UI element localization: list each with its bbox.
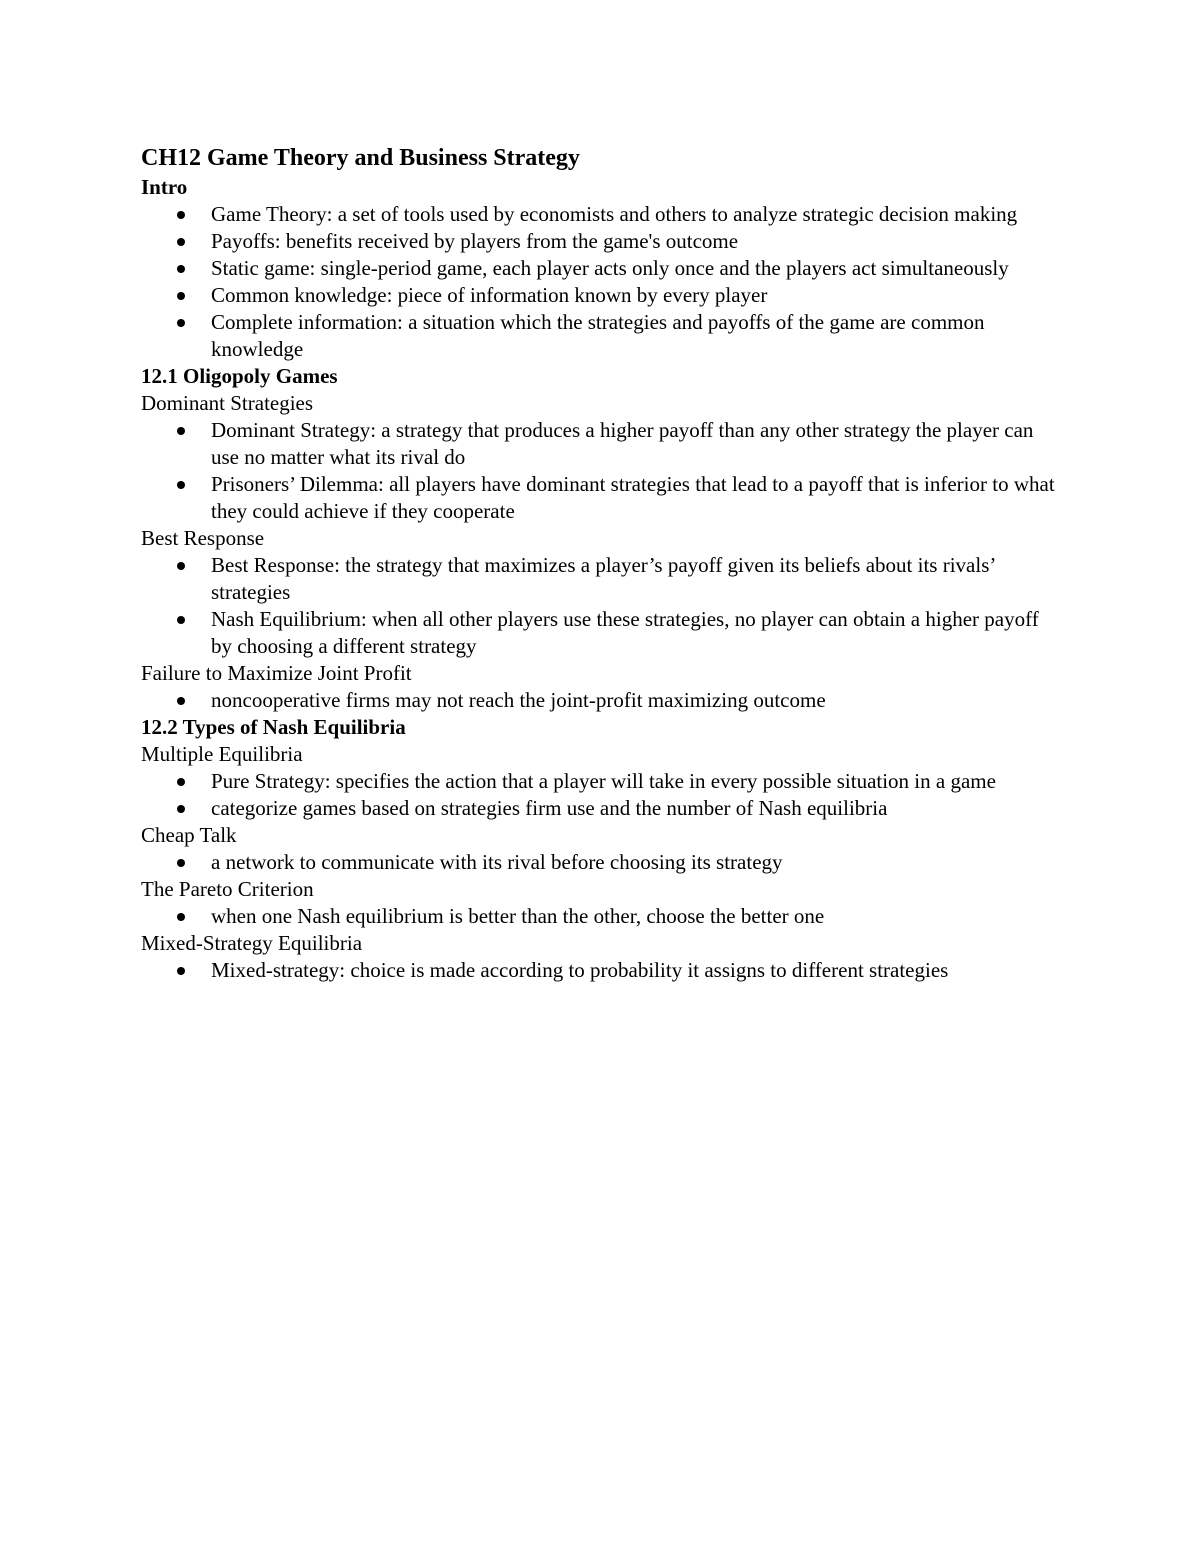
list-item: Common knowledge: piece of information known by every player [141, 282, 1061, 309]
subheading-multiple-equilibria: Multiple Equilibria [141, 742, 303, 766]
subheading-dominant-strategies: Dominant Strategies [141, 391, 314, 415]
subheading-mixed-strategy: Mixed-Strategy Equilibria [141, 931, 363, 955]
list-item: noncooperative firms may not reach the joint-profit maximizing outcome [141, 687, 1061, 714]
dominant-strategies-list [141, 417, 1061, 525]
list-item: when one Nash equilibrium is better than the other, choose the better one [141, 903, 1061, 930]
subheading-best-response: Best Response [141, 526, 265, 550]
list-item: Game Theory: a set of tools used by economists and others to analyze strategic decision making [141, 201, 1061, 228]
list-item: Pure Strategy: specifies the action that a player will take in every possible situation in a game [141, 768, 1061, 795]
list-item: a network to communicate with its rival before choosing its strategy [141, 849, 1061, 876]
list-item: Complete information: a situation which the strategies and payoffs of the game are common knowledge [141, 309, 1061, 363]
intro-list [141, 201, 1061, 363]
document-page [141, 142, 1061, 984]
best-response-list [141, 552, 1061, 660]
list-item: Payoffs: benefits received by players from the game's outcome [141, 228, 1061, 255]
failure-joint-profit-list [141, 687, 1061, 714]
subheading-cheap-talk: Cheap Talk [141, 823, 237, 847]
list-item: Best Response: the strategy that maximizes a player’s payoff given its beliefs about its rivals’ strategies [141, 552, 1061, 606]
list-item: Static game: single-period game, each player acts only once and the players act simultaneously [141, 255, 1061, 282]
list-item: Prisoners’ Dilemma: all players have dominant strategies that lead to a payoff that is inferior to what they could achieve if they cooperate [141, 471, 1061, 525]
list-item: Nash Equilibrium: when all other players use these strategies, no player can obtain a higher payoff by choosing a different strategy [141, 606, 1061, 660]
cheap-talk-list [141, 849, 1061, 876]
list-item: Mixed-strategy: choice is made according to probability it assigns to different strategies [141, 957, 1061, 984]
multiple-equilibria-list [141, 768, 1061, 822]
mixed-strategy-list [141, 957, 1061, 984]
subheading-pareto-criterion: The Pareto Criterion [141, 877, 314, 901]
list-item: categorize games based on strategies firm use and the number of Nash equilibria [141, 795, 1061, 822]
pareto-criterion-list [141, 903, 1061, 930]
document-title: CH12 Game Theory and Business Strategy [141, 145, 580, 171]
intro-heading: Intro [141, 175, 188, 199]
section-heading-oligopoly-games: 12.1 Oligopoly Games [141, 364, 338, 388]
subheading-failure-joint-profit: Failure to Maximize Joint Profit [141, 661, 412, 685]
list-item: Dominant Strategy: a strategy that produces a higher payoff than any other strategy the player can use no matter what its rival do [141, 417, 1061, 471]
section-heading-nash-equilibria: 12.2 Types of Nash Equilibria [141, 715, 406, 739]
